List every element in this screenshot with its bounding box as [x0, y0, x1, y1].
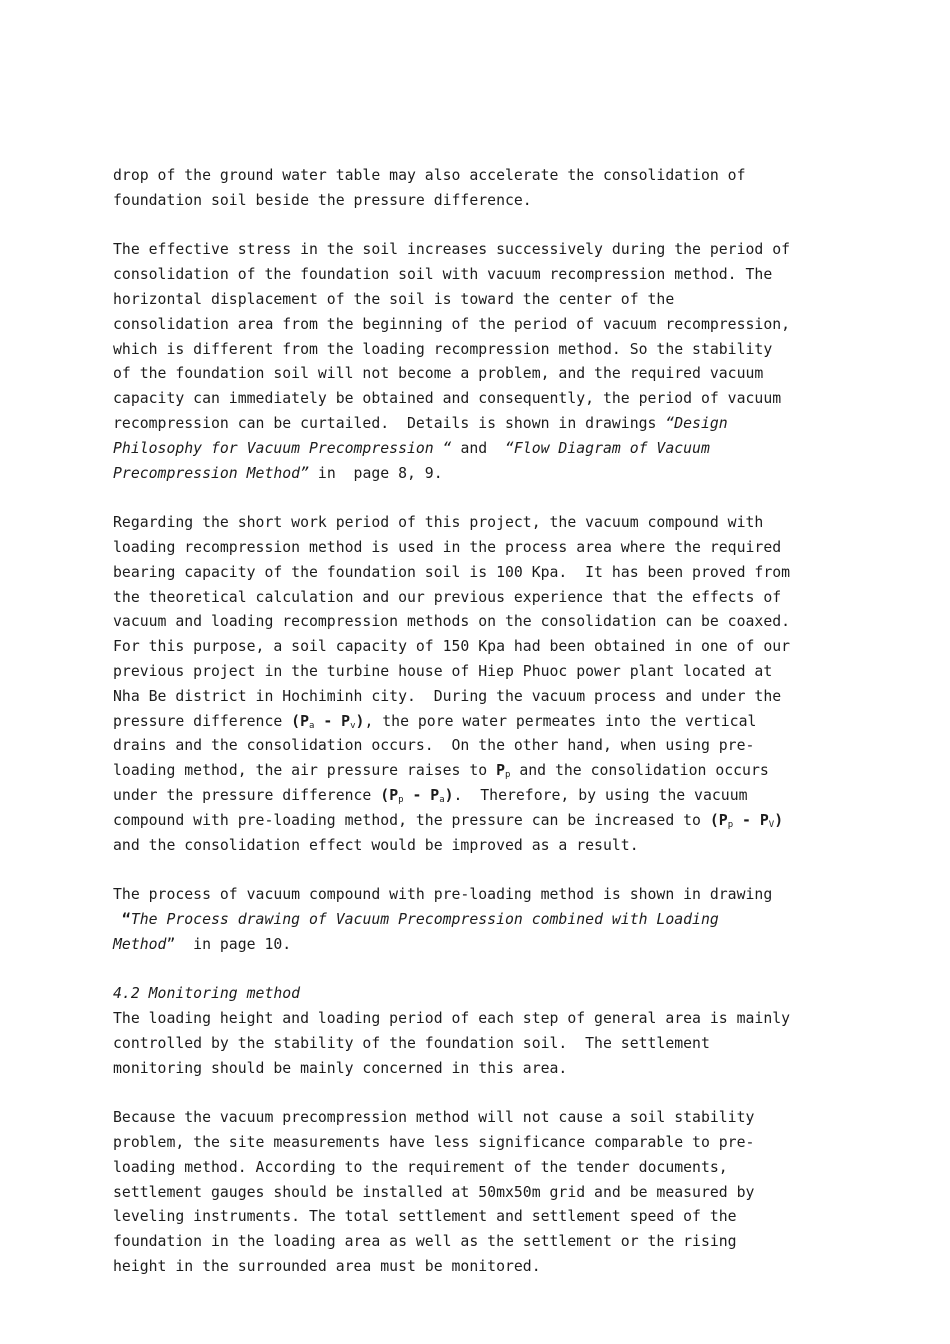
- text-line: bearing capacity of the foundation soil is 100 Kpa. It has been proved from: [113, 563, 791, 581]
- text-line: controlled by the stability of the foundation soil. The settlement: [113, 1034, 710, 1052]
- text-run: loading method, the air pressure raises to: [113, 762, 497, 780]
- text-line: For this purpose, a soil capacity of 150 Kpa had been obtained in one of our: [113, 638, 791, 656]
- text-line: [113, 412, 853, 437]
- text-line: leveling instruments. The total settlement and settlement speed of the: [113, 1208, 737, 1226]
- text-line: of the foundation soil will not become a problem, and the required vacuum: [113, 365, 764, 383]
- text-line: previous project in the turbine house of Hiep Phuoc power plant located at: [113, 662, 773, 680]
- text-line: [113, 809, 853, 834]
- formula-paren: ): [355, 712, 365, 730]
- text-line: loading method. According to the requirement of the tender documents,: [113, 1158, 728, 1176]
- formula-subscript: v: [350, 720, 356, 731]
- text-line: consolidation of the foundation soil with vacuum recompression method. The: [113, 266, 773, 284]
- text-line: monitoring should be mainly concerned in this area.: [113, 1059, 568, 1077]
- text-line: [113, 462, 853, 487]
- text-line: consolidation area from the beginning of the period of vacuum recompression,: [113, 315, 791, 333]
- formula-symbol: P: [389, 786, 399, 804]
- document-page: [113, 164, 853, 1280]
- formula-paren: ): [444, 786, 454, 804]
- text-line: vacuum and loading recompression methods on the consolidation can be coaxed.: [113, 613, 791, 631]
- text-line: loading recompression method is used in the process area where the required: [113, 538, 782, 556]
- section-heading: 4.2 Monitoring method: [113, 985, 301, 1003]
- formula-operator: -: [403, 786, 431, 804]
- formula-operator: -: [733, 811, 760, 829]
- formula-symbol: P: [300, 712, 310, 730]
- text-line: [113, 908, 853, 933]
- formula-subscript: p: [727, 819, 734, 830]
- text-line: drop of the ground water table may also accelerate the consolidation of: [113, 167, 746, 184]
- text-run: “: [113, 910, 131, 928]
- paragraph-work-period: [113, 511, 853, 858]
- text-line: [113, 759, 853, 784]
- formula-symbol: P: [759, 811, 769, 829]
- paragraph-groundwater: [113, 164, 853, 214]
- text-line: the theoretical calculation and our previous experience that the effects of: [113, 588, 782, 606]
- text-run: recompression can be curtailed. Details is shown in drawings: [113, 414, 666, 432]
- formula-symbol: P: [718, 811, 728, 829]
- text-run: and: [451, 439, 505, 457]
- text-run: , the pore water permeates into the vertical: [364, 712, 757, 730]
- text-line: capacity can immediately be obtained and consequently, the period of vacuum: [113, 390, 782, 408]
- drawing-reference: The Process drawing of Vacuum Precompression combined with Loading: [130, 910, 719, 928]
- formula-subscript: a: [439, 794, 445, 805]
- paragraph-site-measurements: [113, 1106, 853, 1280]
- text-line: The loading height and loading period of each step of general area is mainly: [113, 1010, 791, 1028]
- text-run: . Therefore, by using the vacuum: [453, 786, 748, 804]
- text-line: which is different from the loading recompression method. So the stability: [113, 340, 773, 358]
- text-line: horizontal displacement of the soil is toward the center of the: [113, 290, 675, 308]
- formula-paren: (: [380, 786, 390, 804]
- text-line: and the consolidation effect would be improved as a result.: [113, 836, 639, 854]
- text-line: foundation soil beside the pressure difference.: [113, 191, 532, 209]
- text-line: settlement gauges should be installed at 50mx50m grid and be measured by: [113, 1183, 755, 1201]
- formula-symbol: P: [496, 762, 505, 780]
- formula-paren: ): [774, 811, 784, 829]
- text-line: [113, 784, 853, 809]
- text-line: Nha Be district in Hochiminh city. During the vacuum process and under the: [113, 687, 782, 705]
- text-line: [113, 437, 853, 462]
- formula-symbol: P: [430, 786, 440, 804]
- text-line: The process of vacuum compound with pre-loading method is shown in drawing: [113, 886, 773, 904]
- section-monitoring-method: [113, 982, 853, 1081]
- text-line: foundation in the loading area as well as the settlement or the rising: [113, 1233, 737, 1251]
- text-line: problem, the site measurements have less significance comparable to pre-: [113, 1134, 755, 1152]
- text-line: Because the vacuum precompression method will not cause a soil stability: [113, 1109, 755, 1127]
- text-run: compound with pre-loading method, the pressure can be increased to: [113, 811, 710, 829]
- text-line: height in the surrounded area must be monitored.: [113, 1258, 541, 1276]
- formula-symbol: P: [341, 712, 351, 730]
- text-run: pressure difference: [113, 712, 292, 730]
- drawing-reference: “Flow Diagram of Vacuum: [504, 439, 710, 457]
- formula-subscript: p: [505, 770, 511, 781]
- text-line: [113, 933, 853, 958]
- text-run: and the consolidation occurs: [510, 762, 769, 780]
- text-line: [113, 710, 853, 735]
- formula-subscript: a: [309, 720, 315, 731]
- text-run: under the pressure difference: [113, 786, 381, 804]
- text-line: The effective stress in the soil increases successively during the period of: [113, 241, 791, 259]
- paragraph-effective-stress: [113, 238, 853, 486]
- drawing-reference: “Design: [665, 414, 728, 432]
- formula-subscript: p: [398, 794, 404, 805]
- text-run: in page 8, 9.: [309, 464, 443, 482]
- formula-paren: (: [291, 712, 301, 730]
- text-line: Regarding the short work period of this project, the vacuum compound with: [113, 514, 764, 532]
- text-run: ” in page 10.: [166, 935, 292, 953]
- formula-paren: (: [709, 811, 719, 829]
- drawing-reference: Method: [113, 935, 167, 953]
- formula-operator: -: [314, 712, 342, 730]
- drawing-reference: Precompression Method”: [113, 464, 309, 482]
- paragraph-process-drawing: [113, 883, 853, 957]
- formula-subscript: V: [768, 819, 775, 830]
- drawing-reference: Philosophy for Vacuum Precompression “: [113, 439, 452, 457]
- text-line: drains and the consolidation occurs. On the other hand, when using pre-: [113, 737, 755, 755]
